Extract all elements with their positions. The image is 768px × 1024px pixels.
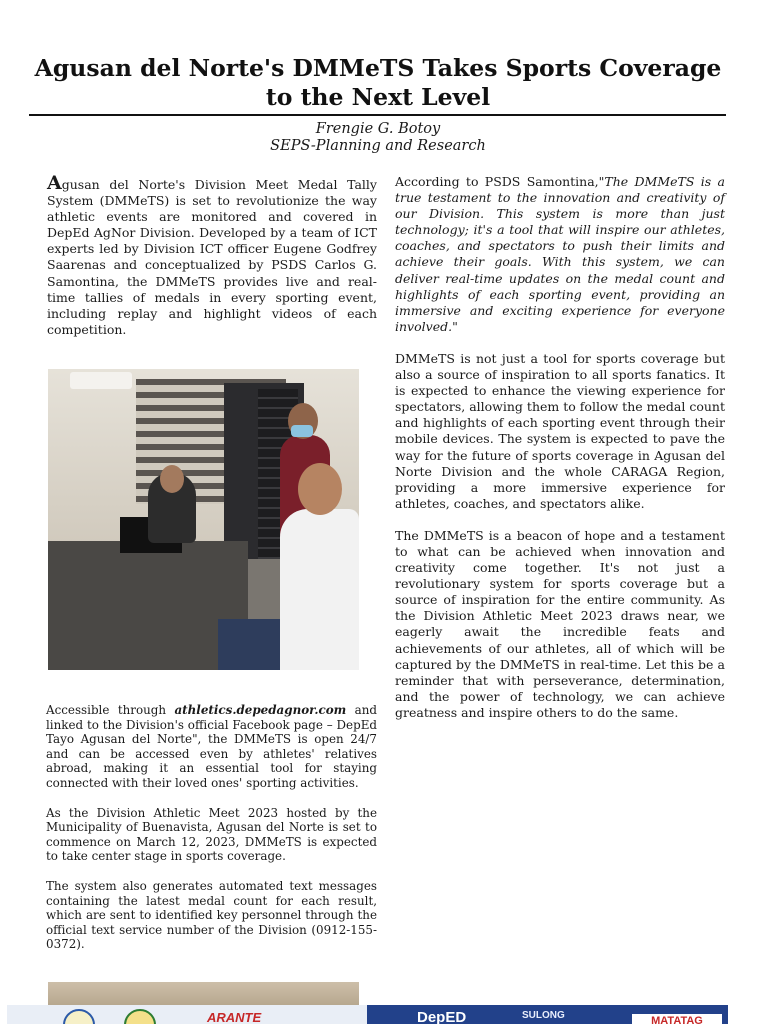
sms-paragraph: The system also generates automated text messages containing the latest medal count for each result, which are sent to identified key personnel through the official text service number of the Division (0912-155-0372). (46, 878, 377, 952)
inspiration-paragraph: DMMeTS is not just a tool for sports coverage but also a source of inspiration to all sports fanatics. It is expected to enhance the viewing experience for spectators, allowing them to follow the medal count and highlights of each sporting event through their mobile devices. The system is expected to pave the way for the future of sports coverage in Agusan del Norte Division and the whole CARAGA Region, providing a more immersive experience for athletes, coaches, and spectators alike. (395, 350, 725, 511)
arante-logo: ARANTE (207, 1010, 262, 1024)
intro-paragraph: Agusan del Norte's Division Meet Medal Tally System (DMMeTS) is set to revolutionize the way athletic events are monitored and covered in DepEd AgNor Division. Developed by a team of ICT experts led by Division ICT officer Eugene Godfrey Saarenas and conceptualized by PSDS Carlos G. Samontina, the DMMeTS provides live and real-time tallies of medals in every sporting event, including replay and highlight videos of each competition. (47, 172, 377, 337)
quote-paragraph: According to PSDS Samontina,"The DMMeTS is a true testament to the innovation and creativity of our Division. This system is more than just technology; it's a tool that will inspire our athletes, coaches, and spectators to push their limits and achieve their goals. With this system, we can deliver real-time updates on the medal count and highlights of each sporting event, providing an immersive and exciting experience for everyone involved." (395, 174, 725, 334)
deped-logo: DepED (417, 1009, 467, 1024)
footer-banner (7, 1005, 728, 1024)
website-link[interactable]: athletics.depedagnor.com (174, 703, 347, 717)
closing-paragraph: The DMMeTS is a beacon of hope and a testament to what can be achieved when innovation and creativity come together. It's not just a revolutionary system for sports coverage but a source of inspiration for the entire community. As the Division Athletic Meet 2023 draws near, we eagerly await the incredible feats and achievements of our athletes, all of which will be captured by the DMMeTS in real-time. Let this be a reminder that with perseverance, determination, and the power of technology, we can achieve greatness and inspire others to do the same. (395, 527, 725, 720)
meet-paragraph: As the Division Athletic Meet 2023 hosted by the Municipality of Buenavista, Agusan del Norte is set to commence on March 12, 2023, DMMeTS is expected to take center stage in sports coverage. (46, 805, 377, 864)
author-name: Frengie G. Botoy (315, 121, 441, 137)
sulong-logo: SULONG (522, 1010, 565, 1021)
bottom-photo (48, 982, 359, 1005)
title-divider (29, 114, 726, 116)
author-role: SEPS-Planning and Research (270, 138, 486, 154)
left-column-bottom (46, 703, 377, 967)
byline (30, 121, 726, 155)
drop-cap: A (47, 172, 62, 194)
article-title: Agusan del Norte's DMMeTS Takes Sports Coverage to the Next Level (34, 54, 722, 111)
article-photo (48, 369, 359, 670)
access-paragraph: Accessible through athletics.depedagnor.com and linked to the Division's official Facebook page – DepEd Tayo Agusan del Norte", the DMMeTS is open 24/7 and can be accessed even by athletes' relatives abroad, making it an essential tool for staying connected with their loved ones' sporting activities. (46, 703, 378, 790)
left-column-top (47, 172, 377, 354)
matatag-logo: MATATAG (632, 1014, 722, 1024)
right-column (395, 174, 725, 737)
quote-text: "The DMMeTS is a true testament to the innovation and creativity of our Division. This system is more than just technology; it's a tool that will inspire our athletes, coaches, and spectators to push their limits and achieve their goals. With this system, we can deliver real-time updates on the medal count and highlights of each sporting event, providing an immersive and exciting experience for everyone involved." (395, 174, 725, 334)
